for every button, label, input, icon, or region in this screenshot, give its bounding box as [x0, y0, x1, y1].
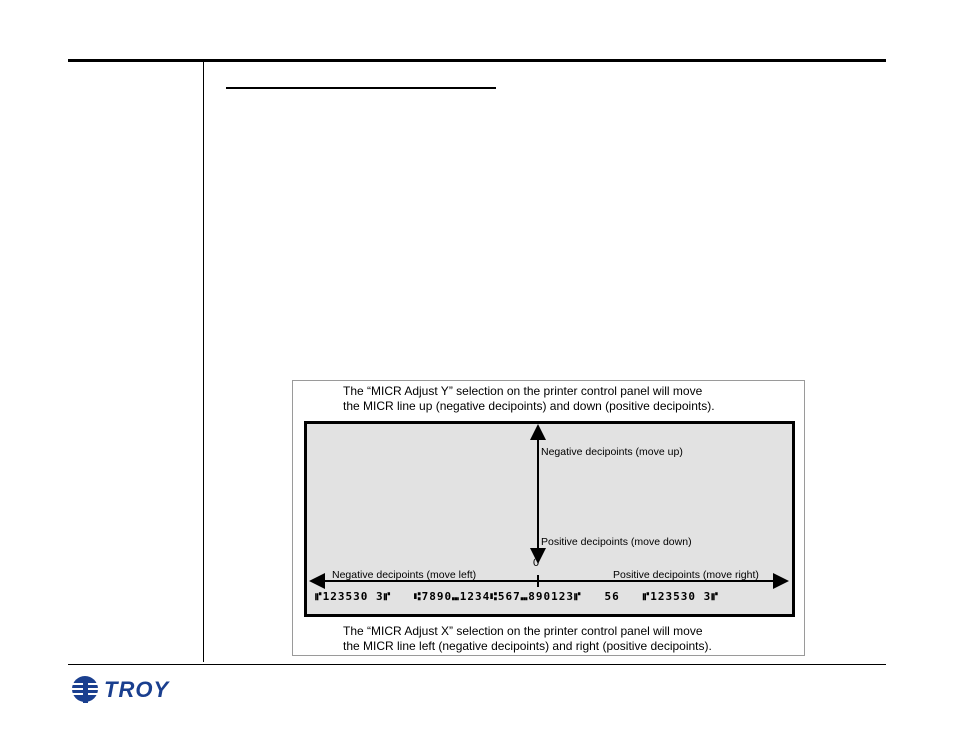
label-move-up: Negative decipoints (move up) [541, 446, 683, 458]
troy-globe-icon [70, 674, 102, 704]
label-move-right: Positive decipoints (move right) [613, 569, 759, 581]
sidebar-divider [203, 61, 204, 662]
caption-top [343, 384, 715, 414]
heading-underline [226, 87, 496, 89]
micr-adjust-figure [292, 380, 805, 656]
caption-bottom-line-2: the MICR line left (negative decipoints) and right (positive decipoints). [343, 639, 712, 653]
troy-logo-text: TROY [104, 677, 170, 702]
caption-top-line-1: The “MICR Adjust Y” selection on the printer control panel will move [343, 384, 703, 398]
label-move-down: Positive decipoints (move down) [541, 536, 692, 548]
footer-rule [68, 664, 886, 665]
label-move-left: Negative decipoints (move left) [332, 569, 477, 581]
caption-top-line-2: the MICR line up (negative decipoints) and down (positive decipoints). [343, 399, 715, 413]
top-rule [68, 59, 886, 62]
check-diagram-panel [304, 421, 795, 617]
caption-bottom [343, 624, 712, 654]
troy-logo [70, 674, 174, 704]
caption-bottom-line-1: The “MICR Adjust X” selection on the printer control panel will move [343, 624, 703, 638]
label-zero: 0 [533, 557, 540, 569]
micr-line: ⑈123530 3⑈ ⑆7890⑉1234⑆567⑉890123⑈ 56 ⑈123530 3⑈ [315, 590, 719, 603]
